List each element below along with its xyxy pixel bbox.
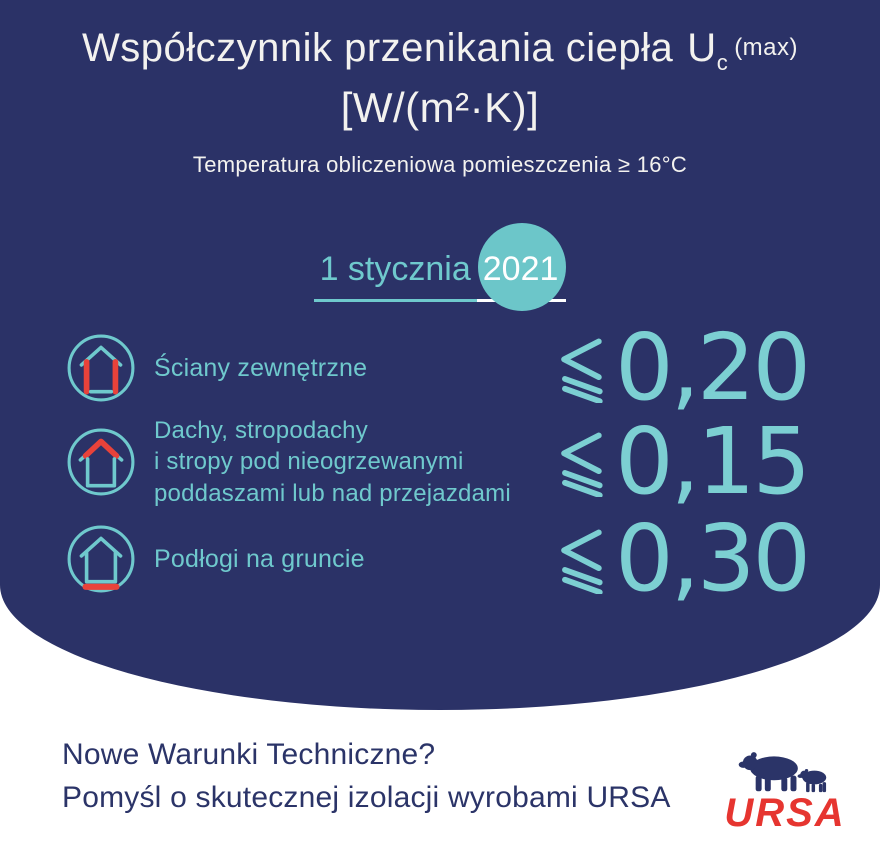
less-equal-icon — [555, 337, 607, 403]
requirement-value — [555, 408, 808, 515]
title-units: [W/(m²·K)] — [340, 84, 540, 131]
row-roofs — [66, 408, 808, 515]
less-equal-icon — [555, 431, 607, 497]
footer-tagline-line1: Nowe Warunki Techniczne? — [62, 738, 436, 771]
date-prefix: 1 stycznia — [314, 250, 489, 302]
ursa-logo — [716, 750, 854, 836]
date-year: 2021 — [482, 250, 559, 288]
footer-tagline-line2: Pomyśl o skutecznej izolacji wyrobami URSA — [62, 780, 671, 814]
house-external-walls-icon — [66, 333, 136, 403]
u-value: 0,20 — [615, 314, 808, 421]
requirement-label: Dachy, stropodachy i stropy pod nieogrzewanymi poddaszami lub nad przejazdami — [154, 417, 511, 507]
requirement-value — [555, 314, 808, 421]
page-title — [0, 0, 880, 76]
row-ground-floors — [66, 505, 808, 612]
date-year-wrap — [477, 250, 567, 302]
u-symbol: $U_c$ — [687, 26, 729, 75]
requirement-value — [555, 505, 808, 612]
footer-section — [0, 710, 880, 854]
requirement-label: Ściany zewnętrzne — [154, 353, 368, 382]
u-symbol-max-note: (max) — [734, 34, 799, 61]
effective-date — [0, 250, 880, 302]
bear-icon — [738, 750, 832, 794]
requirements-list — [0, 314, 880, 612]
house-roof-icon — [66, 427, 136, 497]
u-value: 0,15 — [615, 408, 808, 515]
house-ground-floor-icon — [66, 524, 136, 594]
u-value: 0,30 — [615, 505, 808, 612]
less-equal-icon — [555, 528, 607, 594]
row-external-walls — [66, 314, 808, 421]
footer-tagline — [62, 734, 671, 819]
u-symbol-subscript: c — [716, 50, 729, 75]
requirement-label: Podłogi na gruncie — [154, 544, 365, 573]
brand-wordmark: URSA — [724, 791, 846, 835]
title-text: Współczynnik przenikania ciepła — [81, 26, 674, 70]
subtitle: Temperatura obliczeniowa pomieszczenia ≥ 16°C — [192, 152, 688, 177]
